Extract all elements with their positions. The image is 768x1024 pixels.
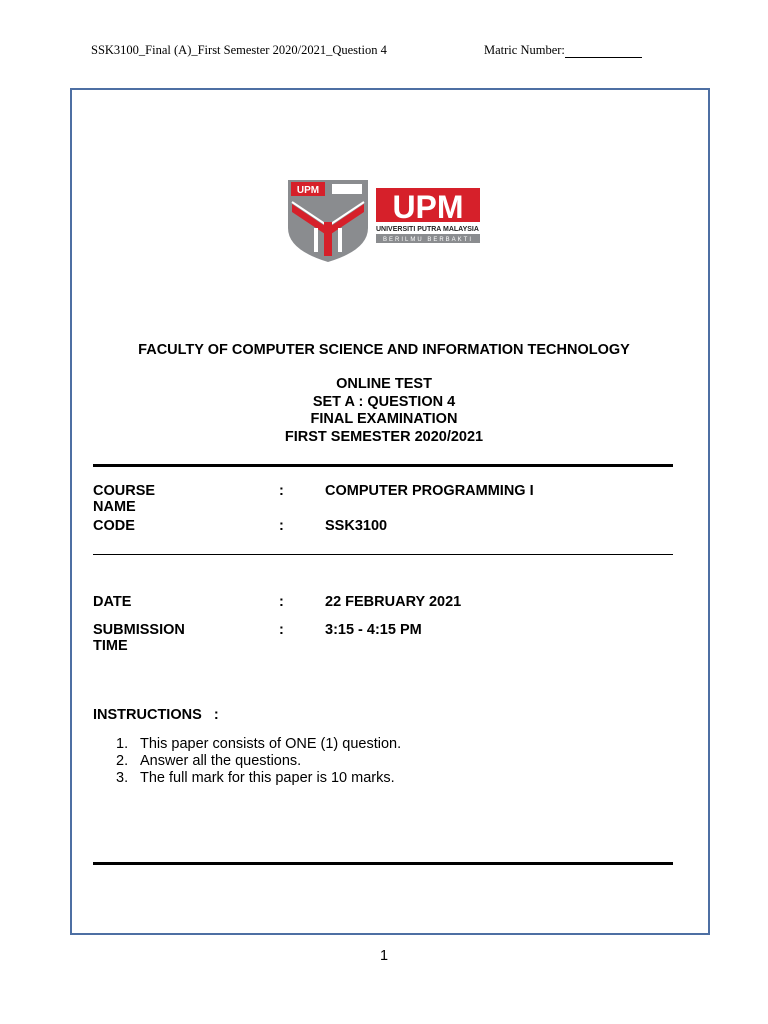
detail-label: SUBMISSION TIME	[93, 622, 185, 654]
detail-separator: :	[279, 622, 284, 638]
test-title: ONLINE TEST	[336, 376, 432, 392]
matric-number-blank	[565, 45, 642, 58]
matric-number-label: Matric Number:	[484, 43, 565, 57]
logo-book-icon	[332, 184, 362, 194]
detail-value: COMPUTER PROGRAMMING I	[325, 483, 534, 499]
set-title: SET A : QUESTION 4	[312, 394, 456, 410]
detail-separator: :	[279, 483, 284, 499]
list-item-text: Answer all the questions.	[140, 753, 302, 769]
detail-label: COURSE NAME	[93, 483, 156, 515]
detail-label: CODE	[93, 518, 135, 534]
instructions-list	[116, 736, 401, 787]
logo-stripe-right	[338, 228, 342, 252]
detail-value: SSK3100	[325, 518, 388, 534]
list-item-number: 2.	[116, 753, 129, 769]
logo-stem	[324, 222, 332, 256]
divider-middle	[93, 554, 673, 555]
faculty-title: FACULTY OF COMPUTER SCIENCE AND INFORMATION TECHNOLOGY	[138, 342, 630, 358]
matric-number-field	[484, 43, 642, 58]
list-item	[116, 736, 401, 753]
list-item-number: 3.	[116, 770, 129, 786]
list-item	[116, 753, 401, 770]
semester-title: FIRST SEMESTER 2020/2021	[284, 429, 484, 445]
list-item-text: The full mark for this paper is 10 marks.	[140, 770, 395, 786]
list-item-text: This paper consists of ONE (1) question.	[140, 736, 402, 752]
logo-motto: BERILMU BERBAKTI	[382, 237, 474, 243]
instructions-heading: INSTRUCTIONS :	[93, 707, 219, 723]
logo-shield-text: UPM	[296, 185, 320, 196]
detail-label: DATE	[93, 594, 132, 610]
list-item-number: 1.	[116, 736, 129, 752]
detail-separator: :	[279, 518, 284, 534]
page-number: 1	[379, 948, 389, 964]
logo-stripe-left	[314, 228, 318, 252]
list-item	[116, 770, 401, 787]
logo-wordmark: UPM	[392, 189, 464, 225]
divider-top	[93, 464, 673, 467]
document-reference: SSK3100_Final (A)_First Semester 2020/2021_Question 4	[91, 43, 387, 57]
exam-title: FINAL EXAMINATION	[310, 411, 458, 427]
detail-separator: :	[279, 594, 284, 610]
detail-value: 3:15 - 4:15 PM	[325, 622, 422, 638]
logo-university-name: UNIVERSITI PUTRA MALAYSIA	[376, 226, 479, 233]
divider-bottom	[93, 862, 673, 865]
upm-logo	[286, 176, 486, 262]
detail-value: 22 FEBRUARY 2021	[325, 594, 462, 610]
